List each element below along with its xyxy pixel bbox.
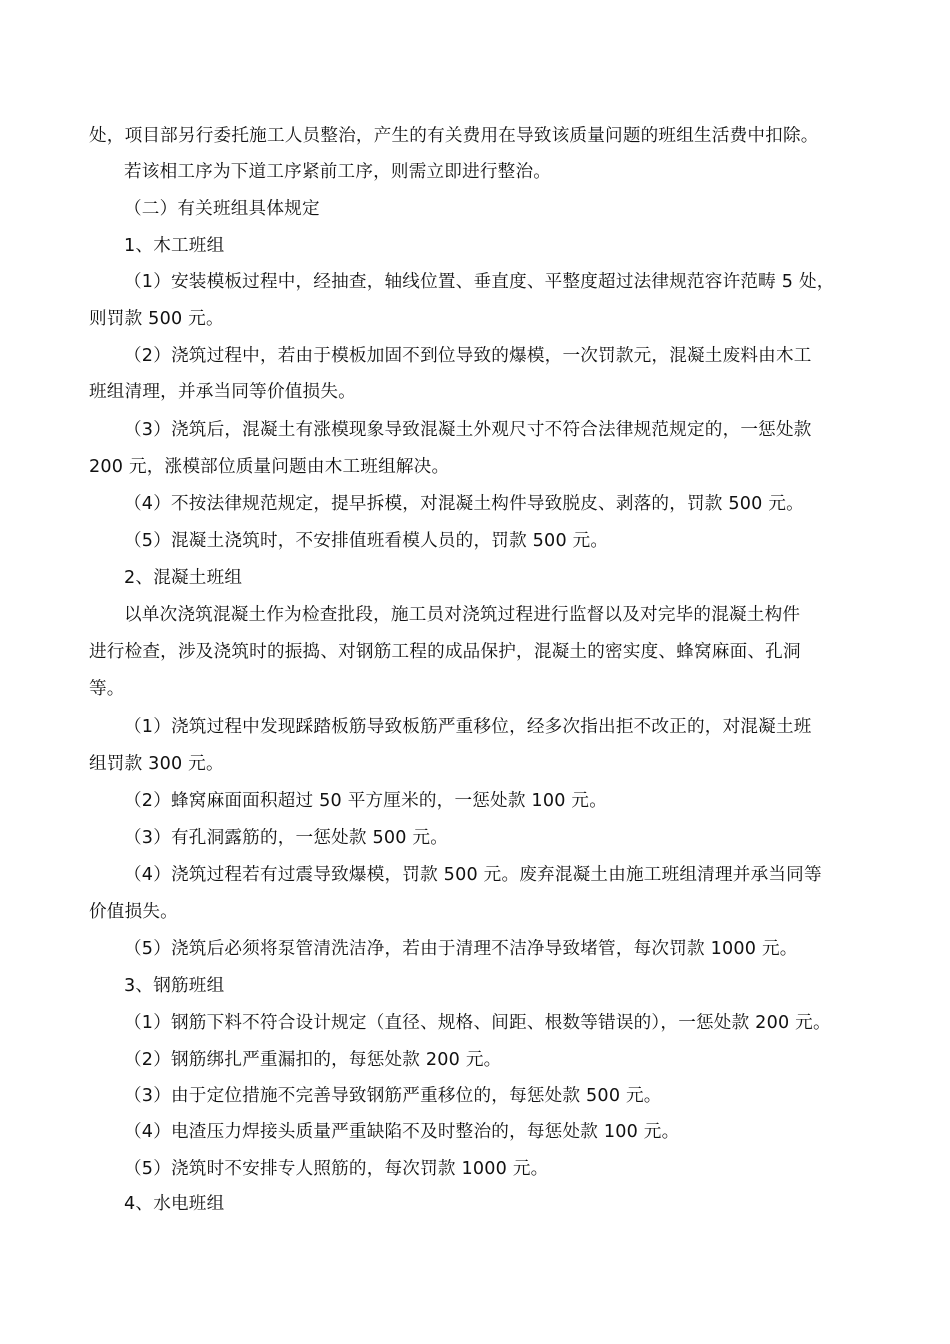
list-item: （3）有孔洞露筋的，一惩处款 500 元。: [124, 828, 449, 848]
list-item: （1）浇筑过程中发现踩踏板筋导致板筋严重移位，经多次指出拒不改正的，对混凝土班: [124, 717, 812, 737]
paragraph-line: 处，项目部另行委托施工人员整治，产生的有关费用在导致该质量问题的班组生活费中扣除。: [89, 126, 819, 146]
list-item: （1）钢筋下料不符合设计规定（直径、规格、间距、根数等错误的），一惩处款 200 元。: [124, 1013, 831, 1033]
paragraph-line: 以单次浇筑混凝土作为检查批段，施工员对浇筑过程进行监督以及对完毕的混凝土构件: [124, 605, 801, 625]
paragraph-line: 等。: [89, 679, 125, 699]
list-item: （2）蜂窝麻面面积超过 50 平方厘米的，一惩处款 100 元。: [124, 791, 607, 811]
subsection-heading: 4、水电班组: [124, 1194, 225, 1214]
list-item: （2）钢筋绑扎严重漏扣的，每惩处款 200 元。: [124, 1050, 502, 1070]
list-item: （4）不按法律规范规定，提早拆模，对混凝土构件导致脱皮、剥落的，罚款 500 元。: [124, 494, 804, 514]
paragraph-line: 若该相工序为下道工序紧前工序，则需立即进行整治。: [124, 162, 552, 182]
list-item-continuation: 组罚款 300 元。: [89, 754, 224, 774]
subsection-heading: 1、木工班组: [124, 236, 225, 256]
subsection-heading: 3、钢筋班组: [124, 976, 225, 996]
subsection-heading: 2、混凝土班组: [124, 568, 243, 588]
list-item-continuation: 班组清理，并承当同等价值损失。: [89, 382, 356, 402]
list-item: （2）浇筑过程中，若由于模板加固不到位导致的爆模，一次罚款元，混凝土废料由木工: [124, 346, 812, 366]
list-item-continuation: 200 元，涨模部位质量问题由木工班组解决。: [89, 457, 450, 477]
list-item-continuation: 价值损失。: [89, 902, 178, 922]
list-item: （5）混凝土浇筑时，不安排值班看模人员的，罚款 500 元。: [124, 531, 609, 551]
list-item-continuation: 则罚款 500 元。: [89, 309, 224, 329]
list-item: （5）浇筑后必须将泵管清洗洁净，若由于清理不洁净导致堵管，每次罚款 1000 元。: [124, 939, 798, 959]
list-item: （4）电渣压力焊接头质量严重缺陷不及时整治的，每惩处款 100 元。: [124, 1122, 680, 1142]
list-item: （5）浇筑时不安排专人照筋的，每次罚款 1000 元。: [124, 1159, 549, 1179]
section-heading: （二）有关班组具体规定: [124, 199, 320, 219]
list-item: （3）由于定位措施不完善导致钢筋严重移位的，每惩处款 500 元。: [124, 1086, 662, 1106]
list-item: （3）浇筑后，混凝土有涨模现象导致混凝土外观尺寸不符合法律规范规定的，一惩处款: [124, 420, 812, 440]
list-item: （1）安装模板过程中，经抽查，轴线位置、垂直度、平整度超过法律规范容许范畴 5 处，: [124, 272, 835, 292]
list-item: （4）浇筑过程若有过震导致爆模，罚款 500 元。废弃混凝土由施工班组清理并承当同等: [124, 865, 822, 885]
paragraph-line: 进行检查，涉及浇筑时的振捣、对钢筋工程的成品保护，混凝土的密实度、蜂窝麻面、孔洞: [89, 642, 801, 662]
